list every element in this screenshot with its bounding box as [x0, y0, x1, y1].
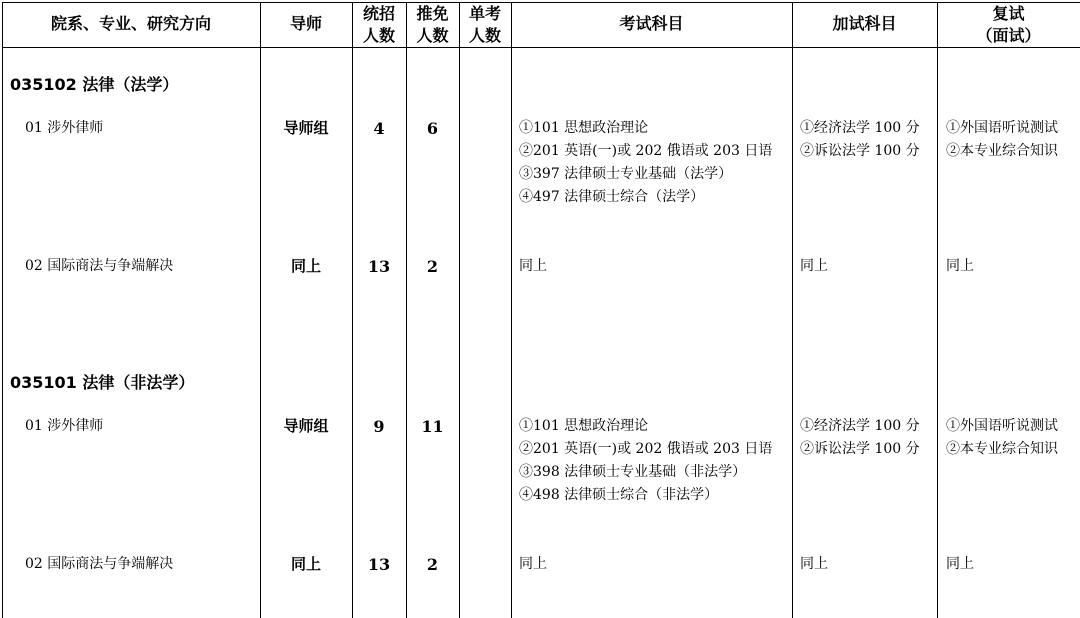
advisor-cell: 导师组 — [283, 417, 329, 435]
direction-cell: 01 涉外律师 — [25, 418, 104, 434]
exam-subject: ④498 法律硕士综合（非法学） — [519, 487, 719, 503]
recommended-count: 11 — [421, 417, 444, 436]
retest-item: 同上 — [946, 556, 974, 572]
exam-subjects-cell — [519, 117, 772, 209]
extra-subjects-cell — [800, 255, 828, 278]
retest-cell — [946, 117, 1058, 163]
exam-subject: ②201 英语(一)或 202 俄语或 203 日语 — [519, 441, 773, 457]
header-single — [459, 3, 511, 47]
header-unified-line1: 统招 — [362, 4, 395, 23]
retest-item: 同上 — [946, 258, 974, 274]
unified-count: 13 — [367, 555, 391, 574]
extra-subject: ②诉讼法学 100 分 — [800, 441, 920, 457]
direction-cell: 02 国际商法与争端解决 — [25, 556, 174, 572]
col-border-1 — [260, 2, 261, 618]
retest-item: ①外国语听说测试 — [946, 120, 1058, 136]
retest-cell — [946, 415, 1058, 461]
header-advisor: 导师 — [289, 14, 322, 33]
advisor-cell: 导师组 — [283, 119, 329, 137]
col-border-5 — [511, 2, 512, 618]
extra-subject: 同上 — [800, 258, 828, 274]
advisor-cell: 同上 — [290, 257, 321, 275]
retest-item: ①外国语听说测试 — [946, 418, 1058, 434]
section-title: 035101 法律（非法学） — [10, 373, 195, 392]
header-retest-line2: （面试） — [976, 26, 1041, 45]
exam-subject: ③398 法律硕士专业基础（非法学） — [519, 464, 747, 480]
header-single-line1: 单考 — [468, 4, 501, 23]
header-recommended-line2: 人数 — [416, 26, 449, 45]
exam-subjects-cell — [519, 415, 772, 507]
header-recommended-line1: 推免 — [416, 4, 449, 23]
exam-subjects-cell — [519, 553, 547, 576]
extra-subjects-cell — [800, 553, 828, 576]
unified-count: 4 — [373, 119, 385, 138]
header-unified — [352, 3, 406, 47]
extra-subject: ①经济法学 100 分 — [800, 418, 920, 434]
col-border-6 — [792, 2, 793, 618]
advisor-cell: 同上 — [290, 555, 321, 573]
header-unified-line2: 人数 — [362, 26, 395, 45]
header-retest-line1: 复试 — [992, 4, 1025, 23]
col-border-7 — [937, 2, 938, 618]
extra-subject: 同上 — [800, 556, 828, 572]
header-single-line2: 人数 — [468, 26, 501, 45]
recommended-count: 2 — [426, 555, 439, 574]
unified-count: 9 — [373, 417, 385, 436]
exam-subject: 同上 — [519, 258, 547, 274]
exam-subjects-cell — [519, 255, 547, 278]
col-border-2 — [352, 2, 353, 618]
table-top-border — [2, 2, 1080, 3]
exam-subject: 同上 — [519, 556, 547, 572]
col-border-3 — [406, 2, 407, 618]
extra-subject: ①经济法学 100 分 — [800, 120, 920, 136]
exam-subject: ①101 思想政治理论 — [519, 120, 649, 136]
exam-subject: ④497 法律硕士综合（法学） — [519, 189, 705, 205]
col-border-0 — [2, 2, 3, 618]
col-border-4 — [459, 2, 460, 618]
retest-item: ②本专业综合知识 — [946, 441, 1058, 457]
direction-cell: 01 涉外律师 — [25, 120, 104, 136]
header-exam-subjects: 考试科目 — [619, 14, 684, 33]
header-dept: 院系、专业、研究方向 — [50, 14, 211, 33]
unified-count: 13 — [367, 257, 391, 276]
header-recommended — [406, 3, 459, 47]
retest-cell — [946, 255, 974, 278]
exam-subject: ①101 思想政治理论 — [519, 418, 649, 434]
extra-subject: ②诉讼法学 100 分 — [800, 143, 920, 159]
exam-subject: ②201 英语(一)或 202 俄语或 203 日语 — [519, 143, 773, 159]
recommended-count: 2 — [426, 257, 439, 276]
header-bottom-border — [2, 47, 1080, 48]
section-title: 035102 法律（法学） — [10, 75, 179, 94]
extra-subjects-cell — [800, 415, 920, 461]
retest-item: ②本专业综合知识 — [946, 143, 1058, 159]
extra-subjects-cell — [800, 117, 920, 163]
exam-subject: ③397 法律硕士专业基础（法学） — [519, 166, 733, 182]
recommended-count: 6 — [426, 119, 439, 138]
header-extra-subjects: 加试科目 — [832, 14, 897, 33]
header-retest — [937, 3, 1080, 47]
retest-cell — [946, 553, 974, 576]
direction-cell: 02 国际商法与争端解决 — [25, 258, 174, 274]
